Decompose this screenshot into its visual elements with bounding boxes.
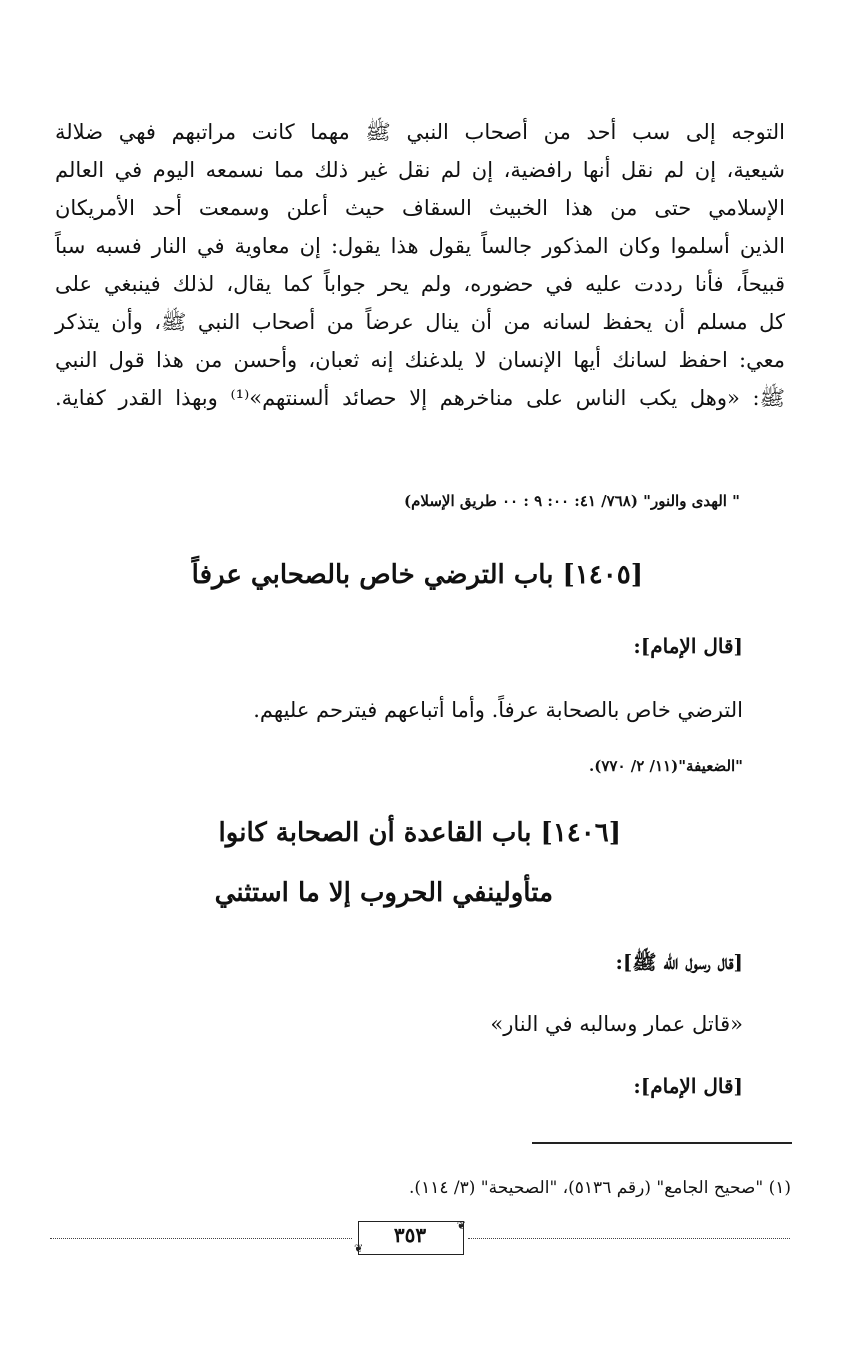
paragraph-line: قبيحاً، فأنا رددت عليه في حضوره، ولم يحر جواباً كما يقال، لذلك فينبغي على xyxy=(55,272,785,296)
speaker-label: [قال رسول الله ﷺ]: xyxy=(615,950,743,974)
hadith-quote: «قاتل عمار وسالبه في النار» xyxy=(490,1012,743,1036)
page-number-box xyxy=(352,1219,468,1255)
footnote: (١) "صحيح الجامع" (رقم ٥١٣٦)، "الصحيحة" (٣/ ١١٤). xyxy=(409,1178,791,1198)
paragraph-line: الذين أسلموا وكان المذكور جالساً يقول هذا يقول: إن معاوية في النار فسبه سباً xyxy=(55,234,785,258)
section-text: الترضي خاص بالصحابة عرفاً. وأما أتباعهم فيترحم عليهم. xyxy=(253,698,743,722)
page-number: ٣٥٣ xyxy=(393,1223,427,1247)
paragraph-line: الإسلامي حتى من هذا الخبيث السقاف حيث أعلن وسمعت أحد الأمريكان xyxy=(55,196,785,220)
paragraph-line: ﷺ: «وهل يكب الناس على مناخرهم إلا حصائد ألسنتهم»⁽¹⁾ وبهذا القدر كفاية. xyxy=(55,386,785,410)
paragraph-line: معي: احفظ لسانك أيها الإنسان لا يلدغنك إنه ثعبان، وأحسن من هذا قول النبي xyxy=(55,348,785,372)
paragraph-line: التوجه إلى سب أحد من أصحاب النبي ﷺ مهما كانت مراتبهم فهي ضلالة xyxy=(55,120,785,144)
ornament-icon: ❦ xyxy=(456,1219,466,1232)
speaker-label: [قال الإمام]: xyxy=(633,1074,743,1098)
footer-dotted-line-right xyxy=(468,1238,790,1239)
paragraph-line: كل مسلم أن يحفظ لسانه من أن ينال عرضاً من أصحاب النبي ﷺ، وأن يتذكر xyxy=(55,310,785,334)
footnote-separator xyxy=(532,1142,792,1144)
section-reference: "الضعيفة"(١١/ ٢/ ٧٧٠). xyxy=(589,757,743,775)
footer-dotted-line-left xyxy=(50,1238,352,1239)
section-heading-1406: [١٤٠٦] باب القاعدة أن الصحابة كانوا xyxy=(218,818,621,848)
paragraph-line: شيعية، إن لم نقل أنها رافضية، إن لم نقل غير ذلك مما نسمعه اليوم في العالم xyxy=(55,158,785,182)
section-heading-1406-line-2: متأولينفي الحروب إلا ما استثني xyxy=(214,878,553,908)
speaker-label: [قال الإمام]: xyxy=(633,634,743,658)
source-citation: " الهدى والنور" (٧٦٨/ ٤١: ٠٠: ٩ : ٠٠ طريق الإسلام) xyxy=(404,492,740,510)
section-heading-1405: [١٤٠٥] باب الترضي خاص بالصحابي عرفاً xyxy=(191,560,643,590)
ornament-icon: ❦ xyxy=(354,1242,364,1255)
